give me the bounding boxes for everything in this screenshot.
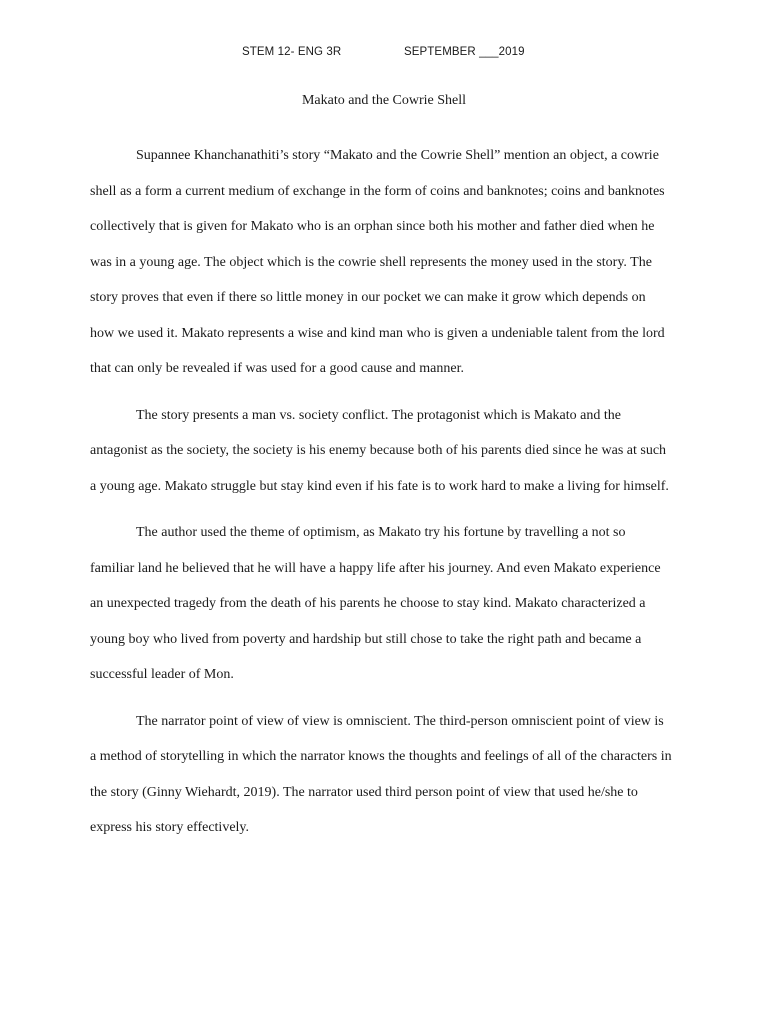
paragraph: Supannee Khanchanathiti’s story “Makato and the Cowrie Shell” mention an object, a cowrie shell as a form a current medium of exchange in the form of coins and banknotes; coins and banknotes collectively that is given for Makato who is an orphan since both his mother and father died when he was in a young age. The object which is the cowrie shell represents the money used in the story. The story proves that even if there so little money in our pocket we can make it grow which depends on how we used it. Makato represents a wise and kind man who is given a undeniable talent from the lord that can only be revealed if was used for a good cause and manner. (90, 148, 665, 376)
document-title: Makato and the Cowrie Shell (301, 93, 467, 108)
paragraph: The narrator point of view of view is omniscient. The third-person omniscient point of view is a method of storytelling in which the narrator knows the thoughts and feelings of all of the characters in the story (Ginny Wiehardt, 2019). The narrator used third person point of view that used he/she to express his story effectively. (90, 713, 672, 835)
course-label: STEM 12- ENG 3R (242, 46, 342, 58)
date-label: SEPTEMBER ___2019 (404, 46, 525, 58)
paragraph: The author used the theme of optimism, as Makato try his fortune by travelling a not so familiar land he believed that he will have a happy life after his journey. And even Makato experience an unexpected tragedy from the death of his parents he choose to stay kind. Makato characterized a young boy who lived from poverty and hardship but still chose to take the right path and became a successful leader of Mon. (90, 525, 661, 682)
document-body (90, 138, 672, 857)
paragraph: The story presents a man vs. society conflict. The protagonist which is Makato and the antagonist as the society, the society is his enemy because both of his parents died since he was at such a young age. Makato struggle but stay kind even if his fate is to work hard to make a living for himself. (90, 407, 669, 494)
document-header (0, 46, 768, 64)
